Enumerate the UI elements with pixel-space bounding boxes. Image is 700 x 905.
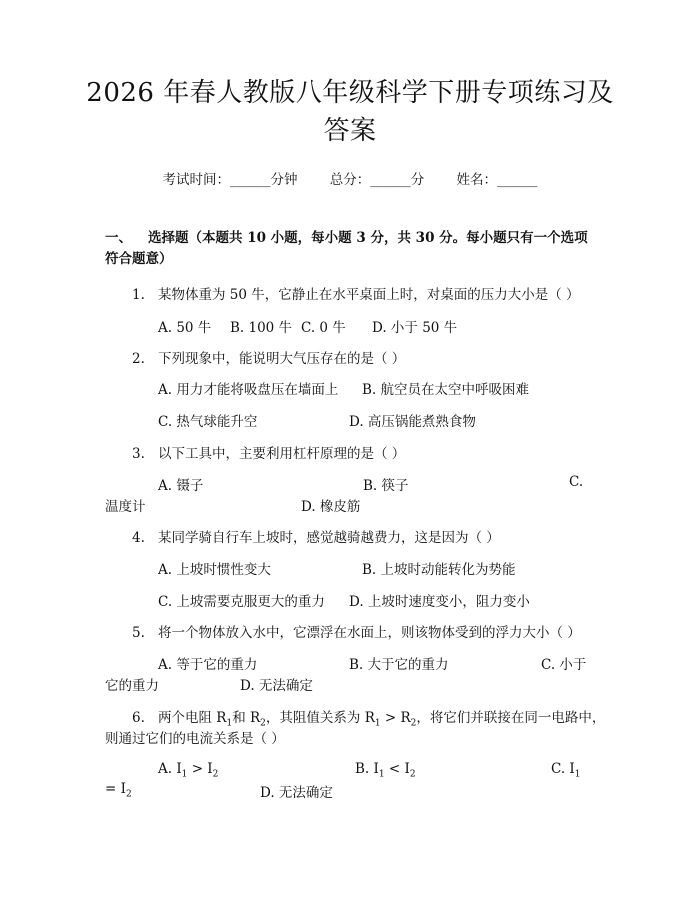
subscript: 1	[181, 769, 188, 780]
q3-option-c-part1: C.	[569, 474, 584, 490]
q6-option-c-part2	[105, 781, 132, 800]
q1-option-b: B. 100 牛	[230, 320, 293, 336]
option-text: < I	[384, 761, 410, 777]
question-6-line-2: 则通过它们的电流关系是（ ）	[105, 731, 285, 747]
question-number: 1.	[132, 287, 145, 303]
title-line-1: 2026 年春人教版八年级科学下册专项练习及	[86, 78, 614, 108]
q2-option-b: B. 航空员在太空中呼吸困难	[362, 382, 530, 398]
question-text: 两个电阻 R	[158, 710, 227, 726]
q2-option-a: A. 用力才能将吸盘压在墙面上	[158, 382, 339, 398]
q6-option-c-part1	[551, 761, 581, 780]
q5-option-b: B. 大于它的重力	[349, 657, 449, 673]
section-header	[105, 228, 595, 270]
question-3	[132, 442, 405, 462]
document-title	[70, 74, 630, 150]
title-line-2: 答案	[323, 116, 377, 146]
subscript: 2	[212, 769, 219, 780]
question-number: 5.	[132, 625, 145, 641]
q4-option-c: C. 上坡需要克服更大的重力	[158, 594, 325, 610]
question-text: > R	[380, 710, 411, 726]
option-text: C. I	[551, 761, 575, 777]
subscript: 1	[378, 769, 385, 780]
exam-info	[0, 168, 700, 188]
subscript: 1	[374, 718, 381, 729]
question-text: 某同学骑自行车上坡时，感觉越骑越费力，这是因为（ ）	[158, 530, 500, 546]
subscript: 2	[260, 718, 266, 729]
option-text: = I	[105, 781, 126, 797]
subscript: 2	[410, 718, 417, 729]
question-2	[132, 347, 405, 367]
q3-option-a: A. 镊子	[158, 478, 204, 494]
question-text: ，其阻值关系为 R	[265, 710, 375, 726]
exam-name: 姓名：______	[456, 172, 538, 188]
q5-option-a: A. 等于它的重力	[158, 657, 258, 673]
question-number: 4.	[132, 530, 145, 546]
question-number: 2.	[132, 351, 145, 367]
question-number: 6.	[132, 710, 145, 726]
q6-option-d: D. 无法确定	[260, 785, 333, 801]
option-text: A. I	[158, 761, 182, 777]
q4-option-a: A. 上坡时惯性变大	[158, 562, 271, 578]
question-text: ，将它们并联接在同一电路中，	[416, 710, 606, 726]
subscript: 1	[226, 718, 233, 729]
q5-option-c-part2: 它的重力	[105, 678, 159, 694]
subscript: 2	[125, 789, 132, 800]
q1-option-a: A. 50 牛	[158, 320, 212, 336]
option-text: > I	[187, 761, 213, 777]
question-number: 3.	[132, 446, 145, 462]
question-text: 和 R	[232, 710, 261, 726]
q1-option-d: D. 小于 50 牛	[372, 320, 458, 336]
q3-option-b: B. 筷子	[363, 478, 409, 494]
q1-option-c: C. 0 牛	[301, 320, 346, 336]
subscript: 1	[574, 769, 581, 780]
question-5	[132, 621, 581, 641]
q2-option-d: D. 高压锅能煮熟食物	[349, 414, 476, 430]
question-text: 将一个物体放入水中，它漂浮在水面上，则该物体受到的浮力大小（ ）	[158, 625, 581, 641]
option-text: B. I	[355, 761, 379, 777]
q5-option-c-part1: C. 小于	[541, 657, 587, 673]
question-6	[132, 706, 605, 729]
question-text: 某物体重为 50 牛，它静止在水平桌面上时，对桌面的压力大小是（ ）	[158, 287, 580, 303]
exam-time: 考试时间：______分钟	[162, 172, 298, 188]
q6-option-b	[355, 761, 416, 780]
q3-option-d: D. 橡皮筋	[301, 499, 361, 515]
question-1	[132, 283, 580, 303]
q5-option-d: D. 无法确定	[240, 678, 313, 694]
question-text: 下列现象中，能说明大气压存在的是（ ）	[158, 351, 406, 367]
q2-option-c: C. 热气球能升空	[158, 414, 258, 430]
q6-option-a	[158, 761, 218, 780]
exam-score: 总分：______分	[329, 172, 425, 188]
subscript: 2	[409, 769, 416, 780]
section-number: 一、	[105, 230, 132, 246]
question-4	[132, 526, 500, 546]
question-text: 以下工具中，主要利用杠杆原理的是（ ）	[158, 446, 406, 462]
q3-option-c-part2: 温度计	[105, 499, 146, 515]
q4-option-b: B. 上坡时动能转化为势能	[362, 562, 516, 578]
section-title: 选择题（本题共 10 小题，每小题 3 分，共 30 分。每小题只有一个选项符合题意）	[105, 230, 588, 267]
q4-option-d: D. 上坡时速度变小，阻力变小	[349, 594, 530, 610]
